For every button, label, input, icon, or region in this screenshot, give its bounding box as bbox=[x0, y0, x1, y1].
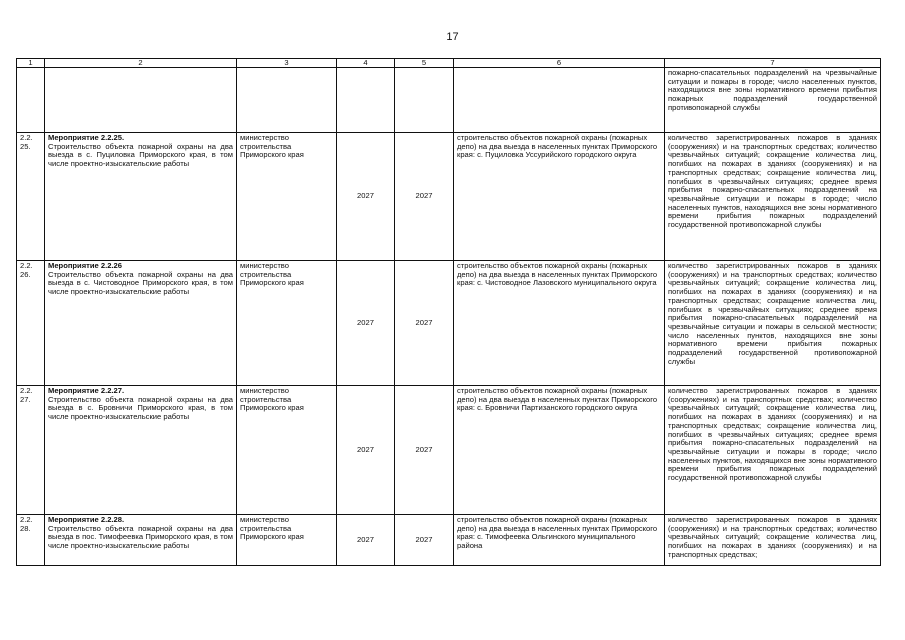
indicators-cell: количество зарегистрированных пожаров в зданиях (сооружениях) и на транспортных средствах; количество чрезвычайных ситуаций; сокращение количества лиц, погибших на пожарах в зданиях (сооружениях) и на транспортных средствах; сокращение количества лиц, погибших в чрезвычайных ситуациях; среднее время прибытия пожарно-спасательных подразделений на чрезвычайные ситуации и пожары в городе; число населенных пунктов, находящихся вне зоны нормативного времени прибытия пожарных подразделений государственной противопожарной службы bbox=[665, 133, 881, 261]
measures-table bbox=[16, 58, 881, 566]
executor-cell: министерство строительства Приморского края bbox=[237, 261, 337, 386]
end-year: 2027 bbox=[395, 386, 454, 515]
measure-cell bbox=[45, 133, 237, 261]
measure-description: Строительство объекта пожарной охраны на два выезда в с. Бровничи Приморского края, в том числе проектно-изыскательские работы bbox=[48, 394, 233, 422]
column-header: 5 bbox=[395, 59, 454, 68]
column-number-row bbox=[17, 59, 881, 68]
empty-cell bbox=[237, 68, 337, 133]
table-row bbox=[17, 261, 881, 386]
table-row bbox=[17, 515, 881, 566]
column-header: 4 bbox=[337, 59, 395, 68]
empty-cell bbox=[337, 68, 395, 133]
start-year: 2027 bbox=[337, 386, 395, 515]
result-cell: строительство объектов пожарной охраны (пожарных депо) на два выезда в населенных пунктах Приморского края: с. Тимофеевка Ольгинского муниципального района bbox=[454, 515, 665, 566]
measure-title: Мероприятие 2.2.26 bbox=[48, 261, 122, 270]
start-year: 2027 bbox=[337, 515, 395, 566]
indicators-cell: количество зарегистрированных пожаров в зданиях (сооружениях) и на транспортных средствах; количество чрезвычайных ситуаций; сокращение количества лиц, погибших на пожарах в зданиях (сооружениях) и на транспортных средствах; сокращение количества лиц, погибших в чрезвычайных ситуациях; среднее время прибытия пожарно-спасательных подразделений на чрезвычайные ситуации и пожары в городе; число населенных пунктов, находящихся вне зоны нормативного времени прибытия пожарных подразделений государственной противопожарной службы bbox=[665, 386, 881, 515]
table-row bbox=[17, 386, 881, 515]
result-cell: строительство объектов пожарной охраны (пожарных депо) на два выезда в населенных пунктах Приморского края: с. Чистоводное Лазовского муниципального округа bbox=[454, 261, 665, 386]
indicators-cell: пожарно-спасательных подразделений на чрезвычайные ситуации и пожары в городе; число населенных пунктов, находящихся вне зоны нормативного времени прибытия пожарных подразделений государственной противопожарной службы bbox=[665, 68, 881, 133]
table-row bbox=[17, 133, 881, 261]
measure-title: Мероприятие 2.2.28. bbox=[48, 515, 125, 524]
measure-cell bbox=[45, 261, 237, 386]
measure-cell bbox=[45, 515, 237, 566]
column-header: 3 bbox=[237, 59, 337, 68]
measure-description: Строительство объекта пожарной охраны на два выезда в пос. Тимофеевка Приморского края, в том числе проектно-изыскательские работы bbox=[48, 523, 233, 551]
executor-cell: министерство строительства Приморского края bbox=[237, 515, 337, 566]
indicators-cell: количество зарегистрированных пожаров в зданиях (сооружениях) и на транспортных средствах; количество чрезвычайных ситуаций; сокращение количества лиц, погибших на пожарах в зданиях (сооружениях) и на транспортных средствах; сокращение количества лиц, погибших в чрезвычайных ситуациях; среднее время прибытия пожарно-спасательных подразделений на чрезвычайные ситуации и пожары в сельской местности; число населенных пунктов, находящихся вне зоны нормативного времени прибытия пожарных подразделений государственной противопожарной службы bbox=[665, 261, 881, 386]
column-header: 2 bbox=[45, 59, 237, 68]
column-header: 6 bbox=[454, 59, 665, 68]
measure-description: Строительство объекта пожарной охраны на два выезда в с. Пуциловка Приморского края, в том числе проектно-изыскательские работы bbox=[48, 141, 233, 169]
measure-number: 2.2. 25. bbox=[17, 133, 45, 261]
indicators-cell: количество зарегистрированных пожаров в зданиях (сооружениях) и на транспортных средствах; количество чрезвычайных ситуаций; сокращение количества лиц, погибших на пожарах в зданиях (сооружениях) и на транспортных средствах; bbox=[665, 515, 881, 566]
column-header: 1 bbox=[17, 59, 45, 68]
end-year: 2027 bbox=[395, 133, 454, 261]
start-year: 2027 bbox=[337, 133, 395, 261]
empty-cell bbox=[45, 68, 237, 133]
measure-cell bbox=[45, 386, 237, 515]
table-row-continuation bbox=[17, 68, 881, 133]
executor-cell: министерство строительства Приморского края bbox=[237, 386, 337, 515]
end-year: 2027 bbox=[395, 515, 454, 566]
result-cell: строительство объектов пожарной охраны (пожарных депо) на два выезда в населенных пунктах Приморского края: с. Бровничи Партизанского городского округа bbox=[454, 386, 665, 515]
empty-cell bbox=[17, 68, 45, 133]
measure-number: 2.2. 28. bbox=[17, 515, 45, 566]
measure-description: Строительство объекта пожарной охраны на два выезда в с. Чистоводное Приморского края, в том числе проектно-изыскательские работы bbox=[48, 269, 233, 297]
measure-title: Мероприятие 2.2.27. bbox=[48, 386, 125, 395]
end-year: 2027 bbox=[395, 261, 454, 386]
measure-title: Мероприятие 2.2.25. bbox=[48, 133, 125, 142]
result-cell: строительство объектов пожарной охраны (пожарных депо) на два выезда в населенных пунктах Приморского края: с. Пуциловка Уссурийского городского округа bbox=[454, 133, 665, 261]
measure-number: 2.2. 26. bbox=[17, 261, 45, 386]
empty-cell bbox=[395, 68, 454, 133]
measure-number: 2.2. 27. bbox=[17, 386, 45, 515]
executor-cell: министерство строительства Приморского края bbox=[237, 133, 337, 261]
start-year: 2027 bbox=[337, 261, 395, 386]
column-header: 7 bbox=[665, 59, 881, 68]
page-number: 17 bbox=[446, 31, 459, 43]
empty-cell bbox=[454, 68, 665, 133]
